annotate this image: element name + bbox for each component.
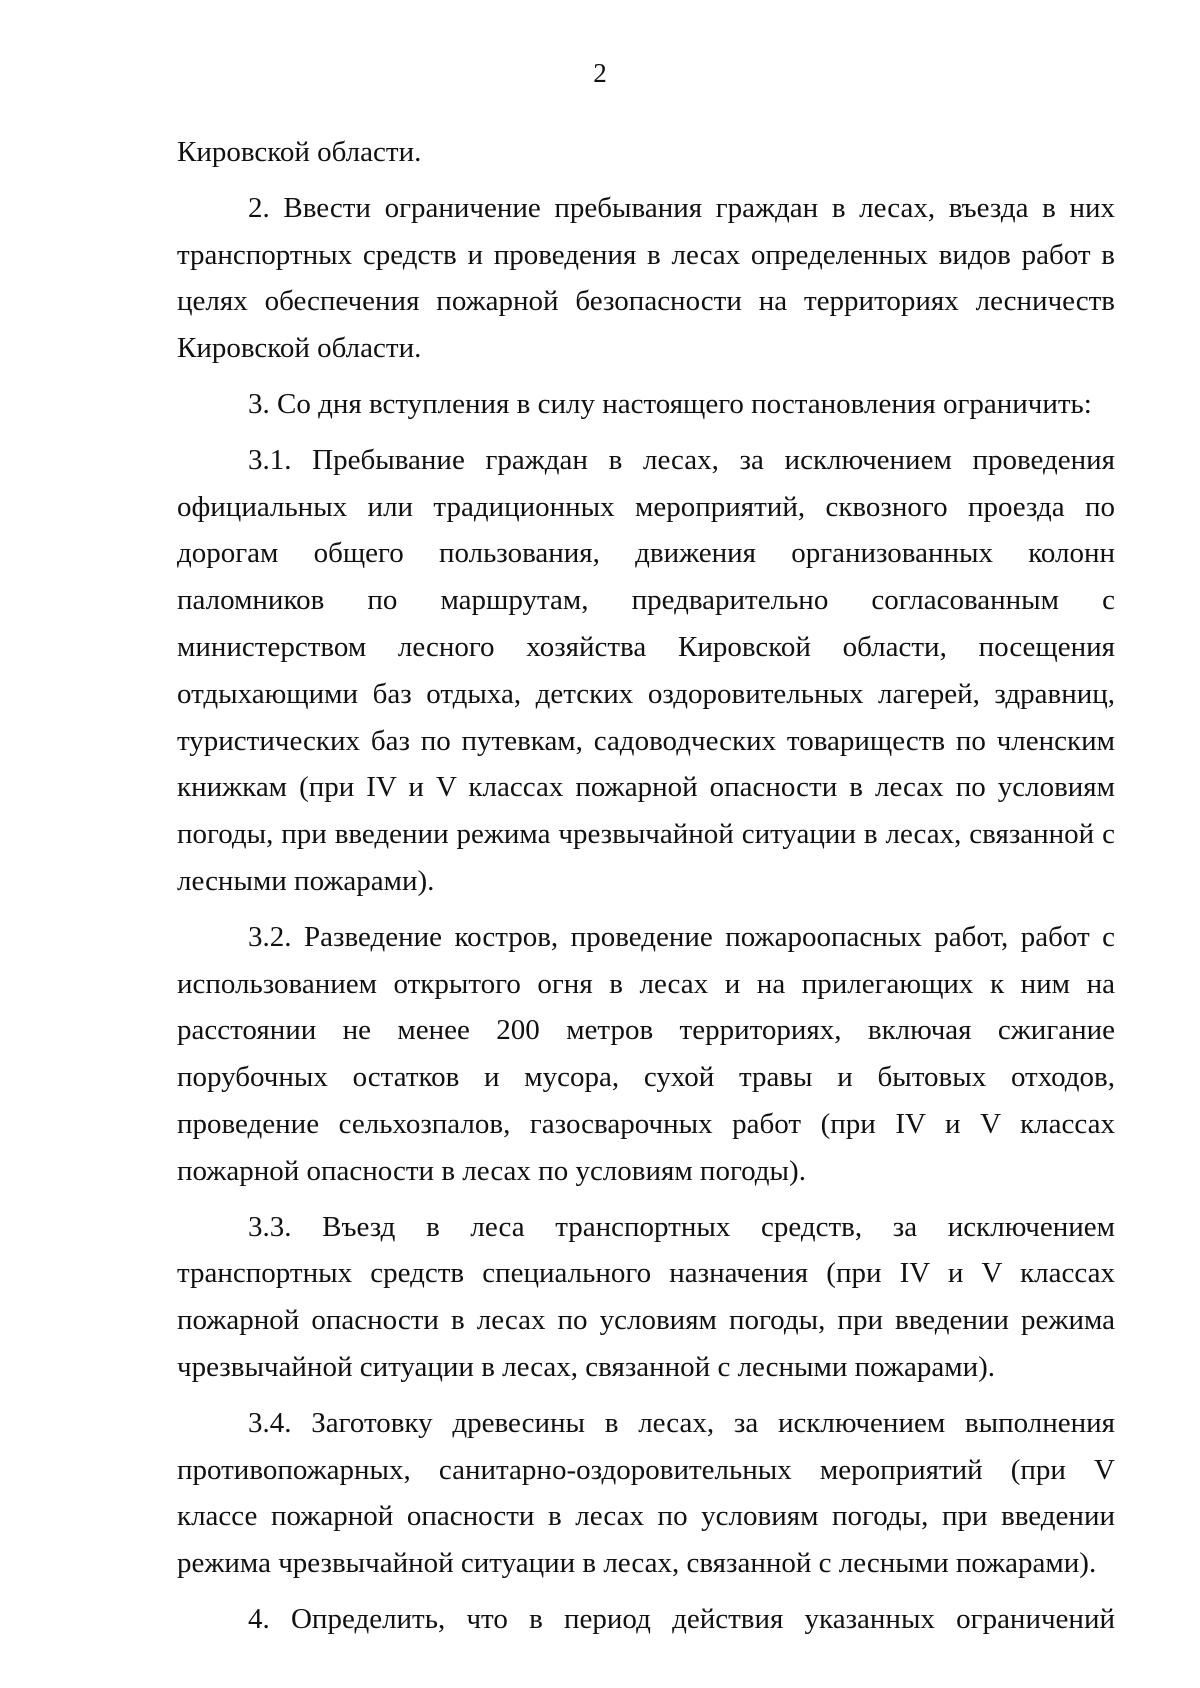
paragraph-item-3-3: 3.3. Въезд в леса транспортных средств, за исключением транспортных средств специального назначения (при IV и V классах пожарной опасности в лесах по условиям погоды, при введении режима чрезвычайной ситуации в лесах, связанной с лесными пожарами). xyxy=(177,1210,1115,1383)
paragraph-item-4: 4. Определить, что в период действия указанных ограничений xyxy=(248,1602,1115,1635)
paragraph-item-3-1: 3.1. Пребывание граждан в лесах, за исключением проведения официальных или традиционных мероприятий, сквозного проезда по дорогам общего пользования, движения организованных колонн паломников по маршрутам, предварительно согласованным с министерством лесного хозяйства Кировской области, посещения отдыхающими баз отдыха, детских оздоровительных лагерей, здравниц, туристических баз по путевкам, садоводческих товариществ по членским книжкам (при IV и V классах пожарной опасности в лесах по условиям погоды, при введении режима чрезвычайной ситуации в лесах, связанной с лесными пожарами). xyxy=(177,443,1115,897)
paragraph-item-3: 3. Со дня вступления в силу настоящего постановления ограничить: xyxy=(248,387,1092,420)
paragraph-item-2: 2. Ввести ограничение пребывания граждан в лесах, въезда в них транспортных средств и проведения в лесах определенных видов работ в целях обеспечения пожарной безопасности на территориях лесничеств Кировской области. xyxy=(177,191,1115,365)
page-number: 2 xyxy=(593,58,607,88)
paragraph-item-3-4: 3.4. Заготовку древесины в лесах, за исключением выполнения противопожарных, санитарно-оздоровительных мероприятий (при V классе пожарной опасности в лесах по условиям погоды, при введении режима чрезвычайной ситуации в лесах, связанной с лесными пожарами). xyxy=(177,1406,1115,1580)
document-body xyxy=(177,129,1115,1652)
paragraph-continuation: Кировской области. xyxy=(177,136,422,168)
paragraph-item-3-2: 3.2. Разведение костров, проведение пожароопасных работ, работ с использованием открытого огня в лесах и на прилегающих к ним на расстоянии не менее 200 метров территориях, включая сжигание порубочных остатков и мусора, сухой травы и бытовых отходов, проведение сельхозпалов, газосварочных работ (при IV и V классах пожарной опасности в лесах по условиям погоды). xyxy=(177,920,1115,1187)
